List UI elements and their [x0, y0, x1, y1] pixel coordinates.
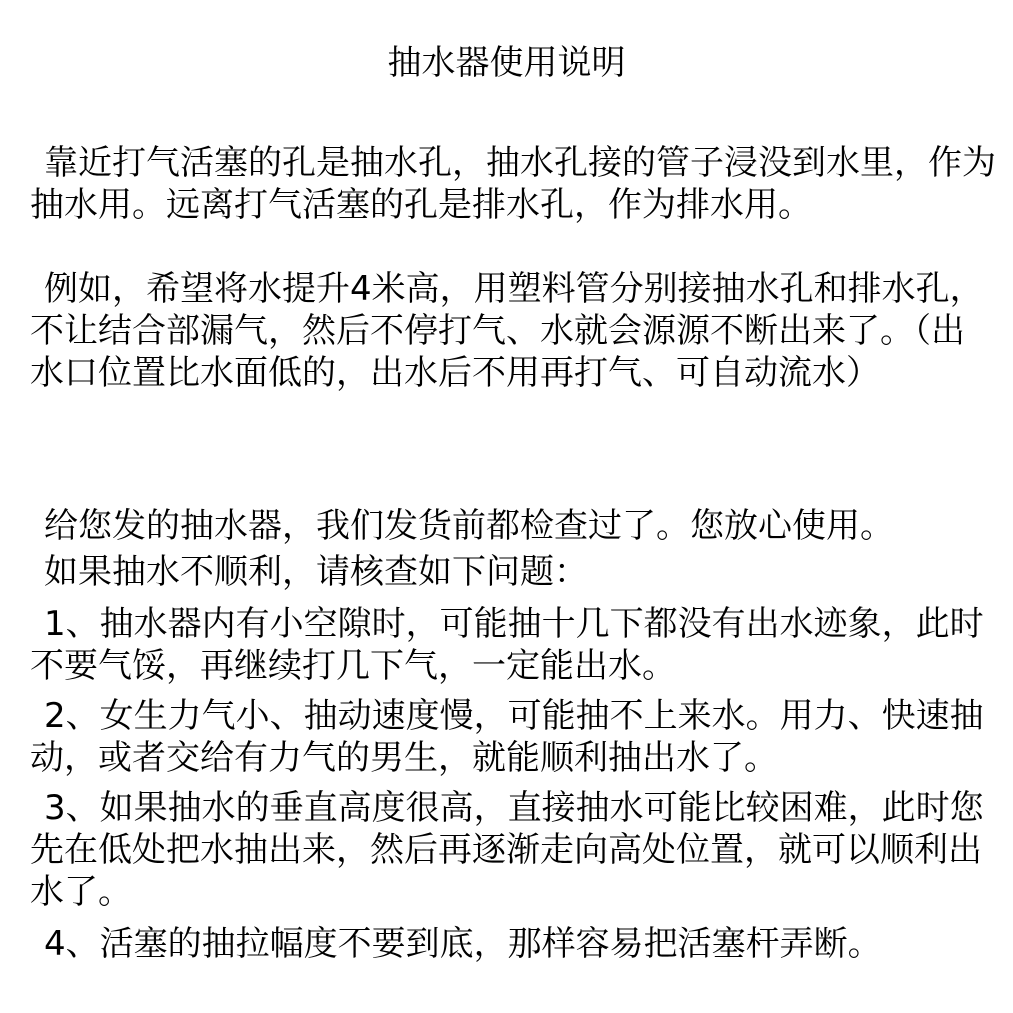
troubleshoot-item-4: 4、活塞的抽拉幅度不要到底，那样容易把活塞杆弄断。	[44, 924, 882, 964]
troubleshoot-item-2: 2、女生力气小、抽动速度慢，可能抽不上来水。用力、快速抽动，或者交给有力气的男生，就能顺利抽出水了。	[30, 696, 984, 778]
troubleshoot-item-1: 1、抽水器内有小空隙时，可能抽十几下都没有出水迹象，此时不要气馁，再继续打几下气，一定能出水。	[30, 604, 984, 686]
troubleshoot-item-3: 3、如果抽水的垂直高度很高，直接抽水可能比较困难，此时您先在低处把水抽出来，然后再逐渐走向高处位置，就可以顺利出水了。	[30, 788, 984, 912]
check-prompt-line: 如果抽水不顺利，请核查如下问题：	[44, 552, 588, 592]
document-title: 抽水器使用说明	[387, 43, 626, 83]
intro-paragraph-example: 例如，希望将水提升4米高，用塑料管分别接抽水孔和排水孔，不让结合部漏气，然后不停打气、水就会源源不断出来了。（出水口位置比水面低的，出水后不用再打气、可自动流水）	[30, 269, 984, 393]
intro-paragraph-outlet-holes: 靠近打气活塞的孔是抽水孔，抽水孔接的管子浸没到水里，作为抽水用。远离打气活塞的孔是排水孔，作为排水用。	[30, 143, 996, 225]
notice-line: 给您发的抽水器，我们发货前都检查过了。您放心使用。	[44, 506, 894, 546]
